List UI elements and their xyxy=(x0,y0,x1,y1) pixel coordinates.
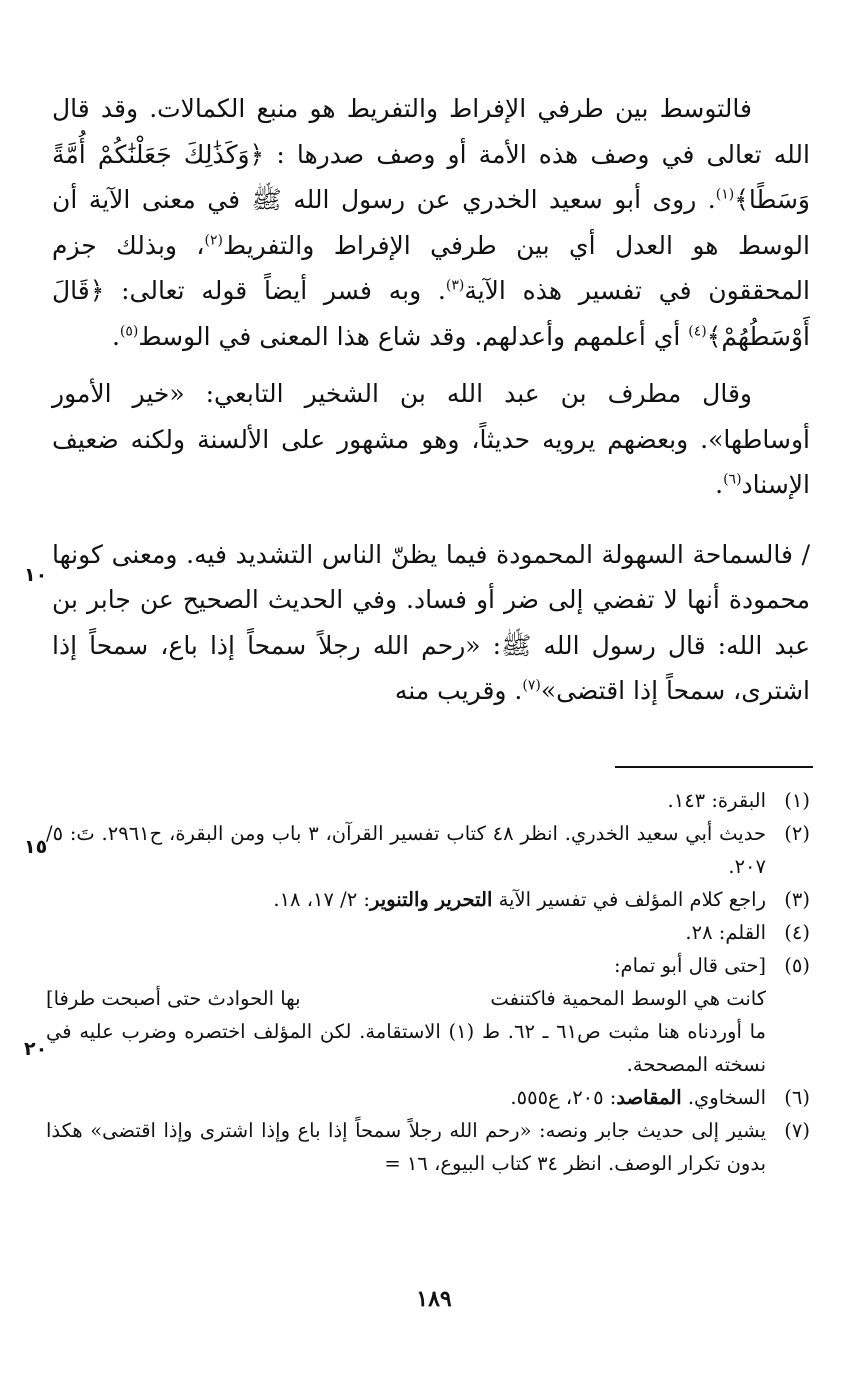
footnote-text: : ٢/ ١٧، ١٨. xyxy=(273,888,371,911)
paragraph-3 xyxy=(52,532,810,714)
footnote-6 xyxy=(46,1081,810,1114)
footnote-ref-3[interactable]: (٣) xyxy=(445,277,465,294)
footnote-text: ما أوردناه هنا مثبت ص٦١ ـ ٦٢. ط (١) الاستقامة. لكن المؤلف اختصره وضرب عليه في نسخته المصححة. xyxy=(46,1020,766,1076)
footnote-number: (٧) xyxy=(784,1119,810,1142)
footnote-text: : ٢٠٥، ع٥٥٥. xyxy=(510,1086,617,1109)
footnote-text: حديث أبي سعيد الخدري. انظر ٤٨ كتاب تفسير القرآن، ٣ باب ومن البقرة، ح٢٩٦١. تَ: ٥/ ٢٠٧. xyxy=(46,822,766,878)
footnote-7 xyxy=(46,1114,810,1180)
text-run: . وبه فسر أيضاً قوله تعالى: ﴿قَالَ أَوْسَطُهُمْ﴾ xyxy=(52,276,810,351)
footnote-text: السخاوي. xyxy=(681,1086,766,1109)
footnote-number: (٢) xyxy=(784,822,810,845)
text-run: فالتوسط بين طرفي الإفراط والتفريط هو منبع الكمالات. وقد قال الله تعالى في وصف هذه الأمة أو وصف صدرها : ﴿وَكَذَٰلِكَ جَعَلْنَٰكُمْ أُمَّةً وَسَطًا﴾ xyxy=(52,94,810,214)
footnote-ref-2[interactable]: (٢) xyxy=(204,232,223,249)
line-number-15: ١٥ xyxy=(24,836,48,858)
text-run: وقال مطرف بن عبد الله بن الشخير التابعي: «خير الأمور أوساطها». وبعضهم يرويه حديثاً، وهو مشهور على الألسنة ولكنه ضعيف الإسناد xyxy=(52,379,810,499)
page-number: ١٨٩ xyxy=(416,1286,452,1312)
footnote-ref-1[interactable]: (١) xyxy=(715,186,735,203)
line-number-10: ١٠ xyxy=(24,564,48,586)
footnote-ref-5[interactable]: (٥) xyxy=(119,323,139,340)
footnote-3 xyxy=(46,883,810,916)
footnote-number: (١) xyxy=(784,789,810,812)
footnote-number: (٤) xyxy=(784,921,810,944)
footnote-5-verse xyxy=(46,982,810,1015)
footnote-ref-7[interactable]: (٧) xyxy=(522,677,541,694)
footnote-2 xyxy=(46,817,810,883)
book-title: التحرير والتنوير xyxy=(370,888,493,911)
footnote-4 xyxy=(46,916,810,949)
poem-verse xyxy=(46,982,810,1015)
footnotes xyxy=(46,784,810,1180)
text-run: . روى أبو سعيد الخدري عن رسول الله ﷺ في معنى الآية أن الوسط هو العدل أي بين طرفي الإفراط والتفريط xyxy=(52,185,810,260)
paragraph-2 xyxy=(52,371,810,508)
text-run: أي أعلمهم وأعدلهم. وقد شاع هذا المعنى في الوسط xyxy=(138,321,689,351)
text-run: . وقريب منه xyxy=(394,676,523,705)
text-run: ، وبذلك جزم المحققون في تفسير هذه الآية xyxy=(52,230,810,305)
verse-hemistich-2: بها الحوادث حتى أصبحت طرفا] xyxy=(46,987,301,1010)
footnote-5-continuation xyxy=(46,1015,810,1081)
paragraph-1 xyxy=(52,86,810,359)
footnote-ref-6[interactable]: (٦) xyxy=(723,471,742,488)
book-title: المقاصد xyxy=(616,1086,682,1109)
footnote-text: راجع كلام المؤلف في تفسير الآية xyxy=(492,888,766,911)
footnote-text: يشير إلى حديث جابر ونصه: «رحم الله رجلاً سمحاً إذا باع وإذا اشترى وإذا اقتضى» هكذا بدون تكرار الوصف. انظر ٣٤ كتاب البيوع، ١٦ = xyxy=(46,1119,766,1175)
footnote-ref-4[interactable]: (٤) xyxy=(688,323,707,340)
text-run: / فالسماحة السهولة المحمودة فيما يظنّ الناس التشديد فيه. ومعنى كونها محمودة أنها لا تفضي إلى ضر أو فساد. وفي الحديث الصحيح عن جابر بن عبد الله: قال رسول الله ﷺ: «رحم الله رجلاً سمحاً إذا باع، سمحاً إذا اشترى، سمحاً إذا اقتضى» xyxy=(52,539,810,705)
footnote-text: [حتى قال أبو تمام: xyxy=(613,954,766,977)
text-run: . xyxy=(111,321,120,351)
main-text xyxy=(52,86,810,714)
footnote-number: (٦) xyxy=(784,1086,810,1109)
footnote-5 xyxy=(46,949,810,982)
footnote-separator xyxy=(615,766,813,768)
footnote-text: البقرة: ١٤٣. xyxy=(667,789,766,812)
footnote-text: القلم: ٢٨. xyxy=(685,921,766,944)
line-number-20: ٢٠ xyxy=(24,1038,48,1060)
footnote-1 xyxy=(46,784,810,817)
text-run: . xyxy=(715,470,724,499)
footnote-number: (٥) xyxy=(784,954,810,977)
verse-hemistich-1: كانت هي الوسط المحمية فاكتنفت xyxy=(490,987,766,1010)
footnote-number: (٣) xyxy=(784,888,810,911)
